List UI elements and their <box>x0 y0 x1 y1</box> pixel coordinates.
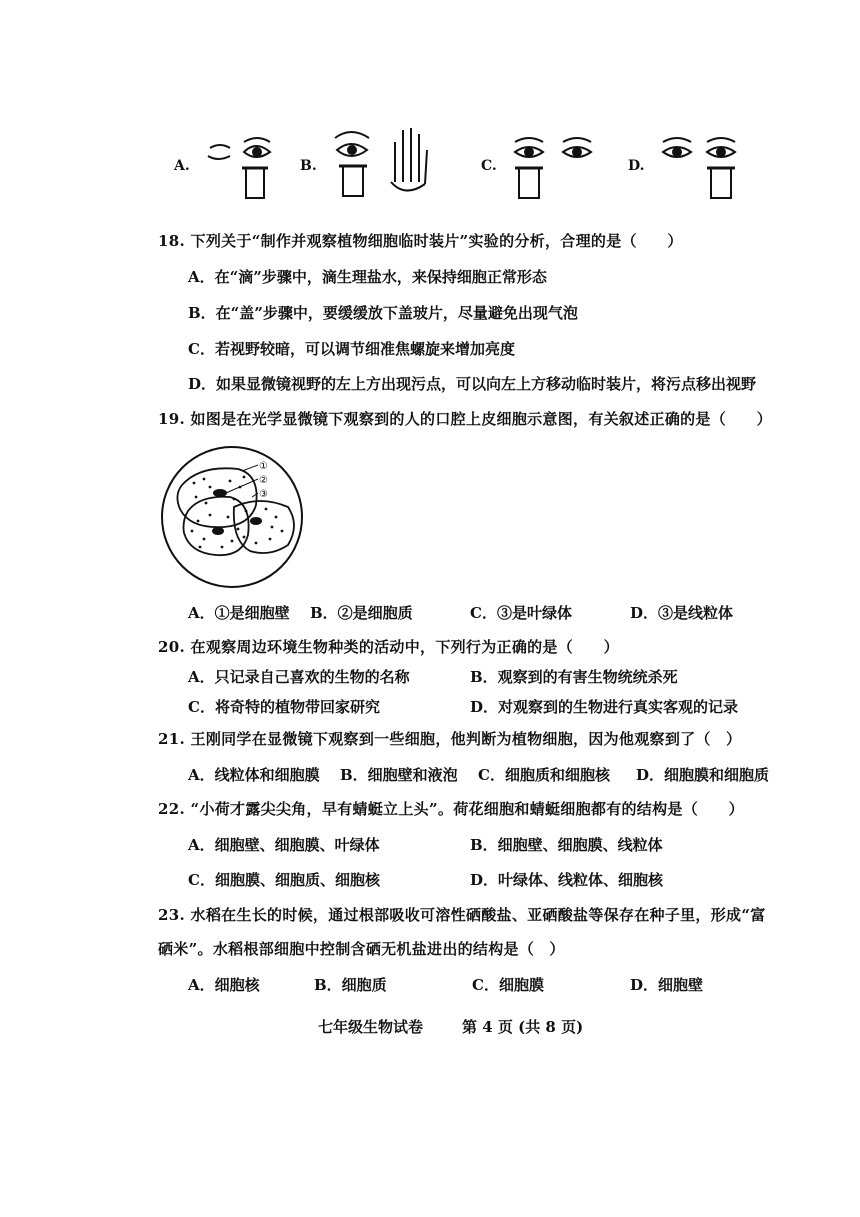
option-c: C．若视野较暗，可以调节细准焦螺旋来增加亮度 <box>188 340 515 358</box>
option-a: A．线粒体和细胞膜 <box>188 766 320 784</box>
cheek-cell-figure <box>160 445 310 595</box>
question-stem: “小荷才露尖尖角，早有蜻蜓立上头”。荷花细胞和蜻蜓细胞都有的结构是（ ） <box>190 800 744 818</box>
option-b: B．细胞壁、细胞膜、线粒体 <box>470 836 663 854</box>
question-number: 22. <box>158 800 185 818</box>
question-number: 21. <box>158 730 185 748</box>
option-d: D．如果显微镜视野的左上方出现污点，可以向左上方移动临时装片，将污点移出视野 <box>188 375 757 393</box>
option-b: B．②是细胞质 <box>310 604 413 622</box>
question-stem-line-1: 水稻在生长的时候，通过根部吸收可溶性硒酸盐、亚硒酸盐等保存在种子里，形成“富 <box>190 906 766 924</box>
option-a: A．细胞壁、细胞膜、叶绿体 <box>188 836 380 854</box>
eye-option-a-label: A. <box>174 158 190 174</box>
option-a: A．细胞核 <box>188 976 260 994</box>
figure-label-1: ① <box>259 461 268 472</box>
eye-figure-c <box>505 130 605 200</box>
question-number: 19. <box>158 410 185 428</box>
question-number: 23. <box>158 906 185 924</box>
question-stem: 如图是在光学显微镜下观察到的人的口腔上皮细胞示意图，有关叙述正确的是（ ） <box>190 410 772 428</box>
option-b: B．在“盖”步骤中，要缓缓放下盖玻片，尽量避免出现气泡 <box>188 304 578 322</box>
footer-title: 七年级生物试卷 <box>318 1018 424 1036</box>
question-stem: 下列关于“制作并观察植物细胞临时装片”实验的分析，合理的是（ ） <box>190 232 683 250</box>
question-stem: 在观察周边环境生物种类的活动中，下列行为正确的是（ ） <box>190 638 619 656</box>
eye-figure-a <box>200 130 280 200</box>
option-d: D．细胞壁 <box>630 976 704 994</box>
option-c: C．将奇特的植物带回家研究 <box>188 698 380 716</box>
option-b: B．细胞壁和液泡 <box>340 766 458 784</box>
option-d: D．叶绿体、线粒体、细胞核 <box>470 871 664 889</box>
option-c: C．细胞质和细胞核 <box>478 766 610 784</box>
option-a: A．只记录自己喜欢的生物的名称 <box>188 668 410 686</box>
eye-figure-d <box>655 130 755 200</box>
question-number: 18. <box>158 232 185 250</box>
question-number: 20. <box>158 638 185 656</box>
option-a: A．在“滴”步骤中，滴生理盐水，来保持细胞正常形态 <box>188 268 547 286</box>
option-d: D．细胞膜和细胞质 <box>636 766 770 784</box>
eye-option-b-label: B. <box>300 158 317 174</box>
eye-option-c-label: C. <box>481 158 497 174</box>
eye-option-d-label: D. <box>628 158 645 174</box>
option-c: C．细胞膜、细胞质、细胞核 <box>188 871 380 889</box>
question-stem: 王刚同学在显微镜下观察到一些细胞，他判断为植物细胞，因为他观察到了（ ） <box>190 730 742 748</box>
option-d: D．③是线粒体 <box>630 604 734 622</box>
option-a: A．①是细胞壁 <box>188 604 290 622</box>
eye-figure-b <box>325 120 435 200</box>
option-c: C．③是叶绿体 <box>470 604 572 622</box>
option-b: B．细胞质 <box>314 976 387 994</box>
footer-page-number: 第 4 页 (共 8 页) <box>462 1018 584 1036</box>
figure-label-2: ② <box>259 475 268 486</box>
option-b: B．观察到的有害生物统统杀死 <box>470 668 678 686</box>
figure-label-3: ③ <box>259 489 268 500</box>
option-c: C．细胞膜 <box>472 976 544 994</box>
question-stem-line-2: 硒米”。水稻根部细胞中控制含硒无机盐进出的结构是（ ） <box>158 940 565 958</box>
option-d: D．对观察到的生物进行真实客观的记录 <box>470 698 739 716</box>
